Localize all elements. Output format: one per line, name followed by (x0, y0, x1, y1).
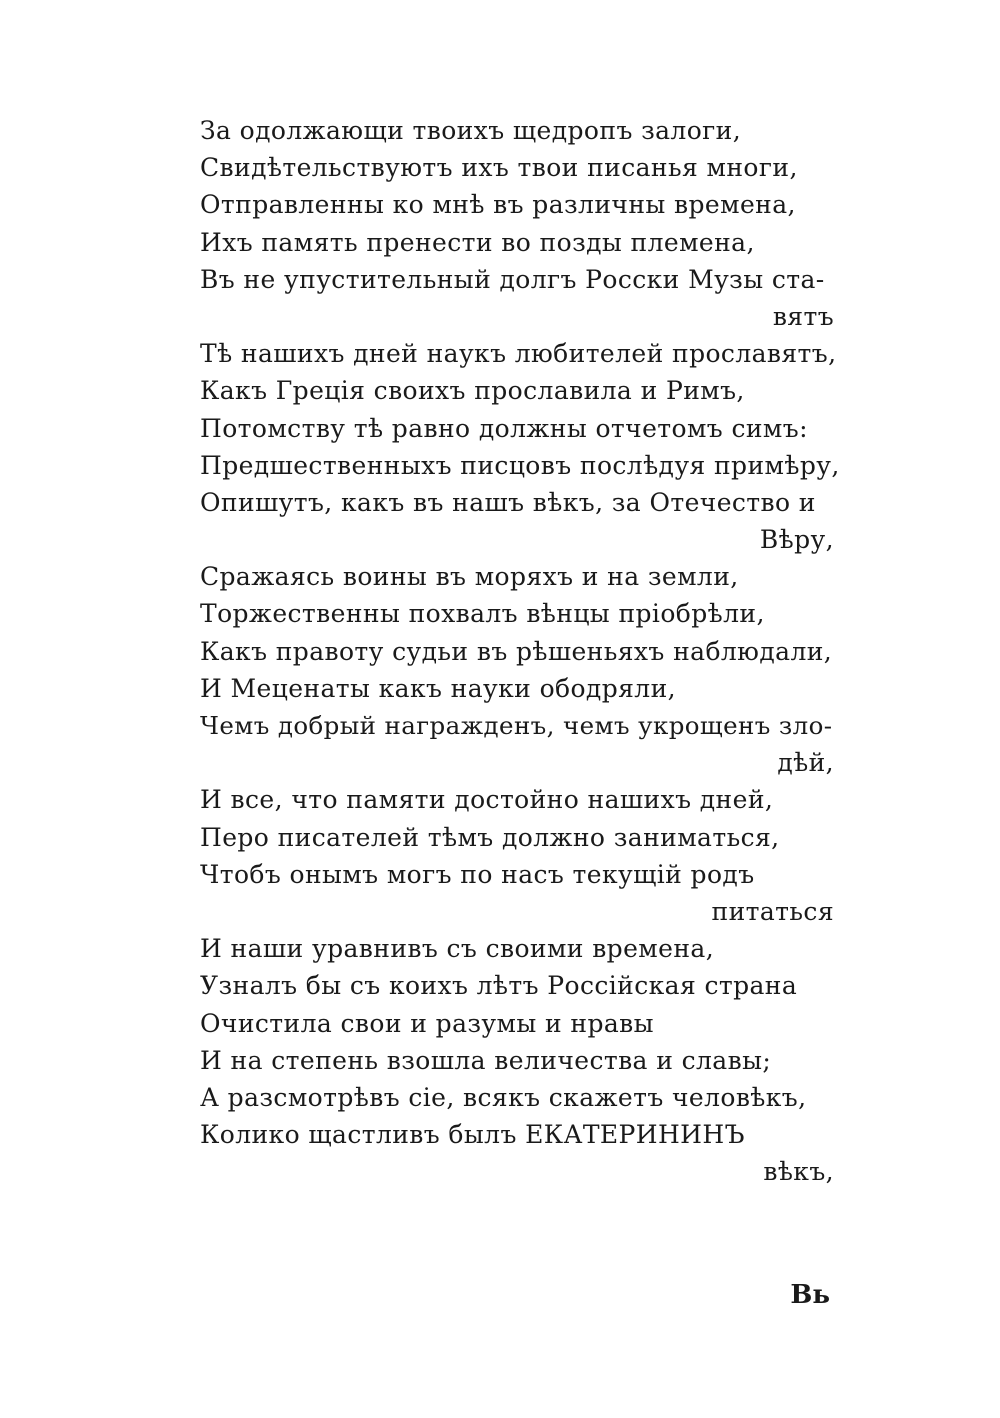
poem-line-continuation: вятъ (772, 301, 834, 331)
poem-line: И на степень взошла величества и славы; (200, 1045, 772, 1075)
poem-line-continuation: вѣкъ, (763, 1157, 834, 1187)
poem-line: И все, что памяти достойно нашихъ дней, (200, 785, 774, 815)
poem-line: За одолжающи твоихъ щедропъ залоги, (200, 116, 742, 145)
poem-line: Перо писателей тѣмъ должно заниматься, (200, 822, 780, 852)
poem-line: Потомству тѣ равно должны отчетомъ симъ: (200, 413, 808, 443)
poem-line: Какъ правоту судьи въ рѣшеньяхъ наблюдали, (200, 636, 833, 666)
poem-line-continuation: питаться (711, 896, 834, 926)
poem-line: Торжественны похвалъ вѣнцы пріобрѣли, (200, 599, 765, 629)
poem-line: Какъ Греція своихъ прославила и Римъ, (200, 376, 745, 406)
poem-line: Чемъ добрый награжденъ, чемъ укрощенъ зло- (200, 711, 833, 740)
poem-line: Чтобъ онымъ могъ по насъ текущій родъ (200, 859, 755, 889)
poem-line: И Меценаты какъ науки ободряли, (200, 673, 676, 703)
poem-line: Въ не упустительный долгъ Росски Музы ста- (200, 264, 825, 294)
poem-line: Предшественныхъ писцовъ послѣдуя примѣру, (200, 450, 840, 480)
poem-line: Отправленны ко мнѣ въ различны времена, (200, 190, 796, 220)
poem-line: И наши уравнивъ съ своими времена, (200, 934, 715, 964)
poem-line-continuation: дѣй, (777, 748, 834, 778)
poem-line: Ихъ память пренести во позды племена, (200, 227, 755, 257)
poem-line: Сражаясь воины въ моряхъ и на земли, (200, 562, 739, 592)
poem-line: Тѣ нашихъ дней наукъ любителей прославятъ, (200, 339, 837, 369)
poem-line: А разсмотрѣвъ сіе, всякъ скажетъ человѣкъ, (200, 1082, 807, 1112)
poem-line: Опишутъ, какъ въ нашъ вѣкъ, за Отечество и (200, 487, 816, 517)
poem-text (200, 112, 840, 1190)
poem-line: Свидѣтельствуютъ ихъ твои писанья многи, (200, 153, 798, 183)
catchword: Вь (790, 1280, 830, 1310)
poem-line: Очистила свои и разумы и нравы (200, 1008, 654, 1038)
poem-line: Узналъ бы съ коихъ лѣтъ Россійская страна (200, 971, 798, 1001)
poem-line-continuation: Вѣру, (759, 525, 834, 555)
poem-line: Колико щастливъ былъ ЕКАТЕРИНИНЪ (200, 1120, 745, 1150)
